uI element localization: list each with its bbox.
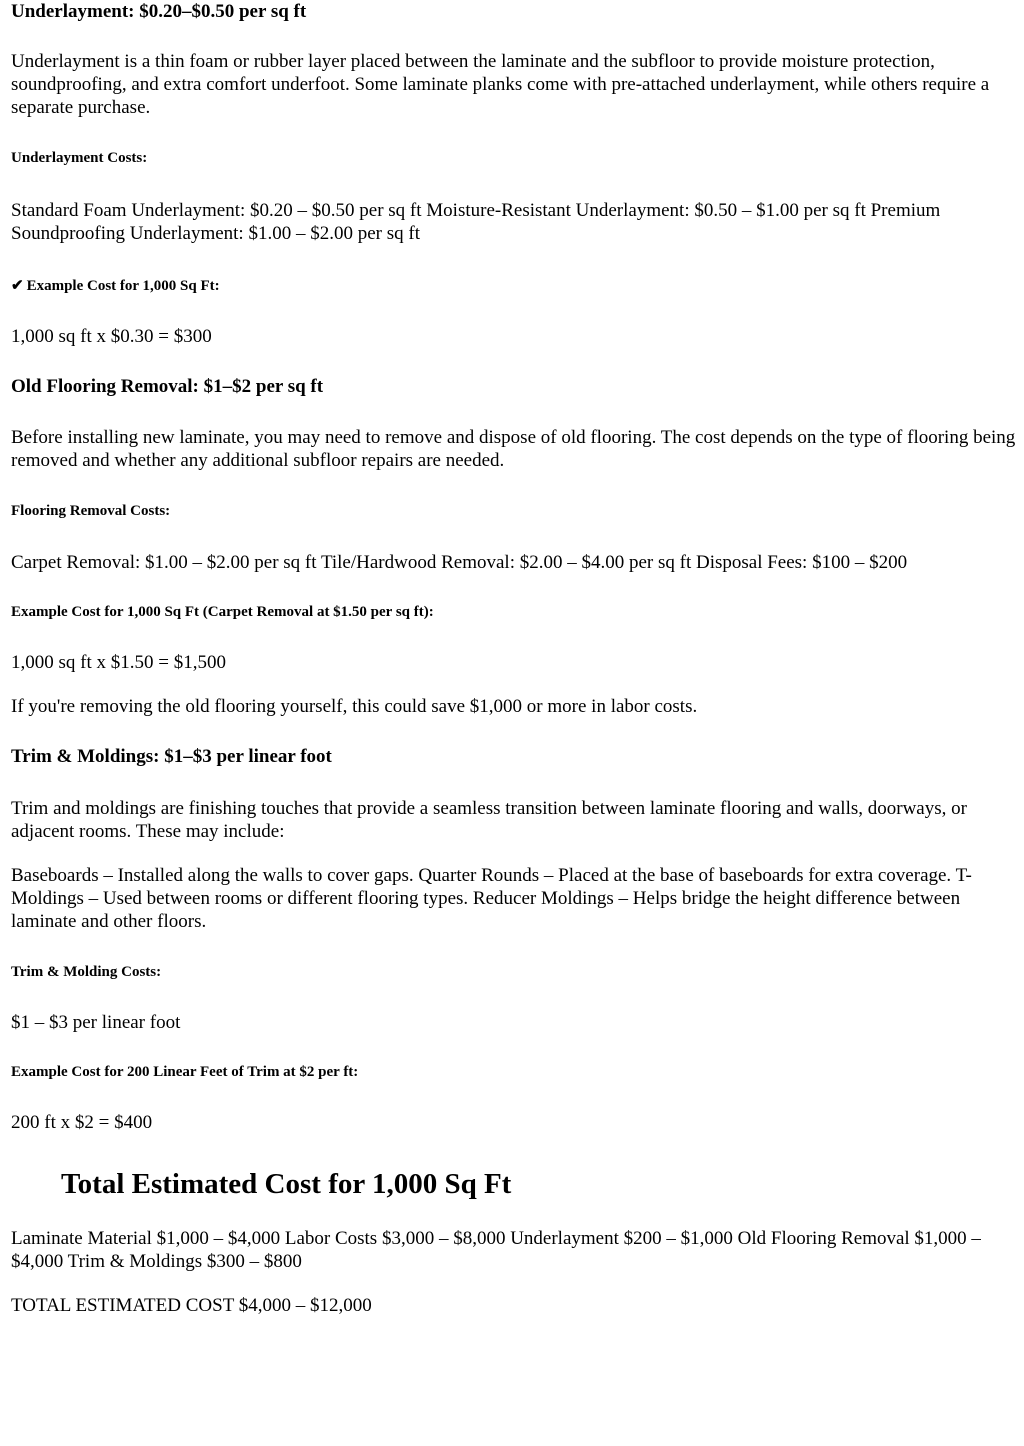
trim-example-heading: Example Cost for 200 Linear Feet of Trim at $2 per ft: bbox=[11, 1064, 359, 1080]
trim-costs-text: $1 – $3 per linear foot bbox=[11, 1012, 181, 1033]
underlayment-example-calc: 1,000 sq ft x $0.30 = $300 bbox=[11, 326, 212, 347]
trim-types-text: Baseboards – Installed along the walls to cover gaps. Quarter Rounds – Placed at the base of baseboards for extra coverage. T-Moldings – Used between rooms or different flooring types. Reducer Moldings – Helps bridge the height difference between laminate and other floors. bbox=[11, 865, 972, 932]
removal-example-calc: 1,000 sq ft x $1.50 = $1,500 bbox=[11, 652, 226, 673]
underlayment-costs-heading: Underlayment Costs: bbox=[11, 150, 148, 166]
trim-intro: Trim and moldings are finishing touches that provide a seamless transition between laminate flooring and walls, doorways, or adjacent rooms. These may include: bbox=[11, 798, 967, 842]
total-heading: Total Estimated Cost for 1,000 Sq Ft bbox=[61, 1168, 512, 1200]
underlayment-heading: Underlayment: $0.20–$0.50 per sq ft bbox=[11, 1, 307, 22]
removal-example-heading: Example Cost for 1,000 Sq Ft (Carpet Removal at $1.50 per sq ft): bbox=[11, 604, 434, 620]
underlayment-example-label: Example Cost for 1,000 Sq Ft: bbox=[26, 278, 220, 294]
total-line: TOTAL ESTIMATED COST $4,000 – $12,000 bbox=[11, 1295, 372, 1316]
underlayment-intro: Underlayment is a thin foam or rubber layer placed between the laminate and the subfloor to provide moisture protection, soundproofing, and extra comfort underfoot. Some laminate planks come with pre-attached underlayment, while others require a separate purchase. bbox=[11, 51, 990, 118]
underlayment-costs-text: Standard Foam Underlayment: $0.20 – $0.50 per sq ft Moisture-Resistant Underlayment: $0.50 – $1.00 per sq ft Premium Soundproofing Underlayment: $1.00 – $2.00 per sq ft bbox=[11, 200, 941, 244]
removal-costs-text: Carpet Removal: $1.00 – $2.00 per sq ft Tile/Hardwood Removal: $2.00 – $4.00 per sq ft Disposal Fees: $100 – $200 bbox=[11, 552, 908, 573]
trim-costs-heading: Trim & Molding Costs: bbox=[11, 964, 162, 980]
removal-heading: Old Flooring Removal: $1–$2 per sq ft bbox=[11, 376, 324, 397]
total-breakdown: Laminate Material $1,000 – $4,000 Labor Costs $3,000 – $8,000 Underlayment $200 – $1,000 Old Flooring Removal $1,000 – $4,000 Trim & Moldings $300 – $800 bbox=[11, 1228, 981, 1272]
trim-heading: Trim & Moldings: $1–$3 per linear foot bbox=[11, 746, 332, 767]
removal-costs-heading: Flooring Removal Costs: bbox=[11, 503, 171, 519]
checkmark-icon: ✔ bbox=[11, 278, 24, 294]
removal-note: If you're removing the old flooring yourself, this could save $1,000 or more in labor costs. bbox=[11, 696, 698, 717]
removal-intro: Before installing new laminate, you may need to remove and dispose of old flooring. The cost depends on the type of flooring being removed and whether any additional subfloor repairs are needed. bbox=[11, 427, 1016, 471]
underlayment-example-heading bbox=[11, 275, 1016, 298]
trim-example-calc: 200 ft x $2 = $400 bbox=[11, 1112, 153, 1133]
